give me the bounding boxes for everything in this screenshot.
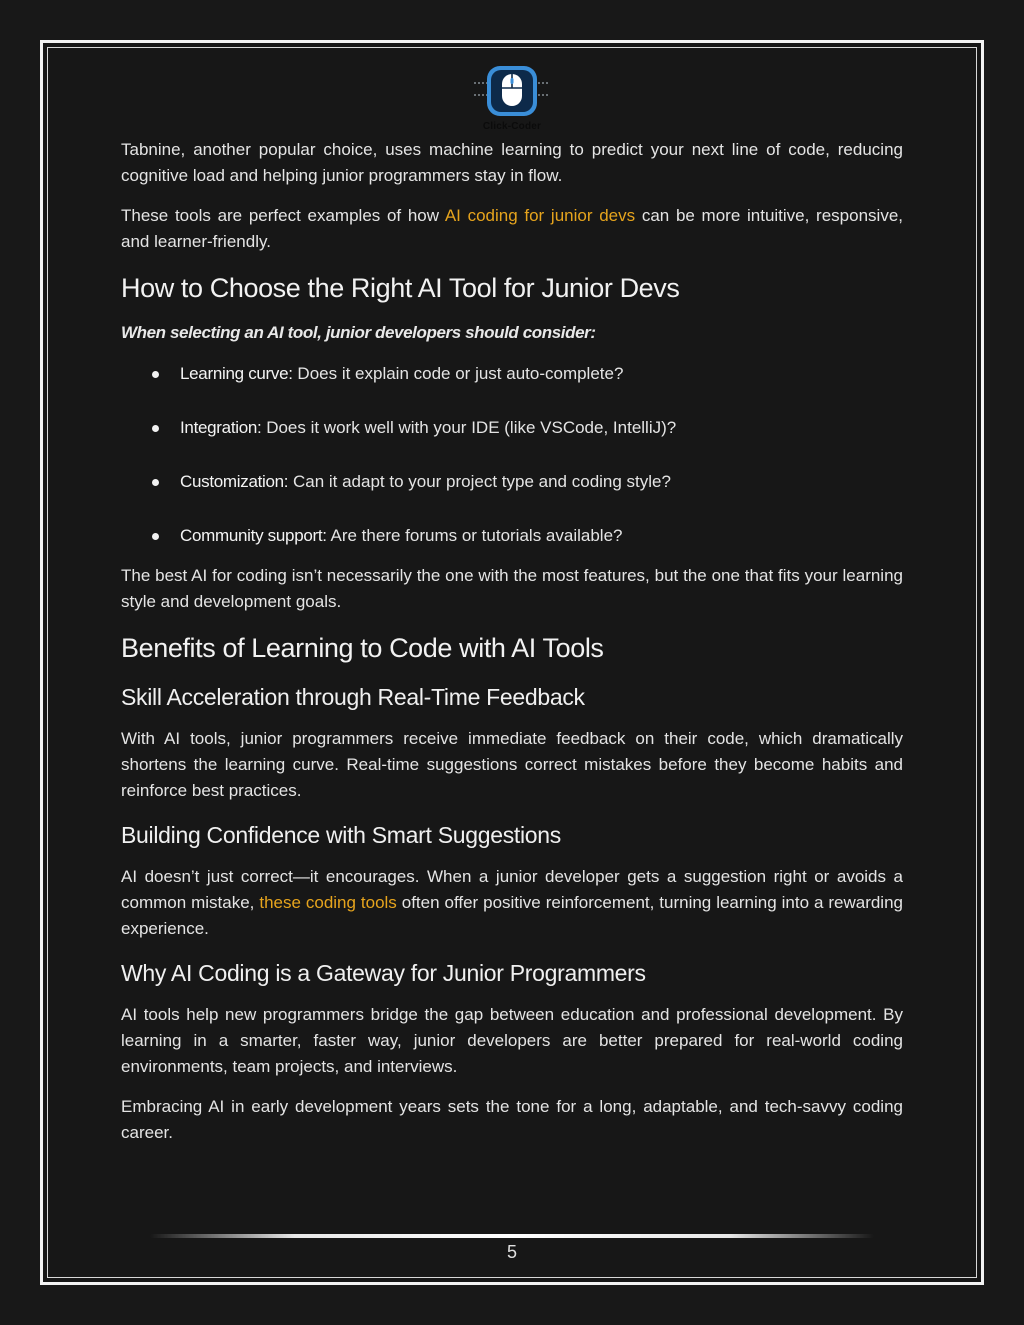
choose-lead: When selecting an AI tool, junior developers should consider: [121,323,596,342]
document-content [121,137,903,1146]
criteria-term: Learning curve: [180,364,293,383]
gateway-paragraph-2: Embracing AI in early development years sets the tone for a long, adaptable, and tech-savvy coding career. [121,1097,903,1142]
bullet-icon [152,533,159,540]
criteria-text: Does it work well with your IDE (like VSCode, IntelliJ)? [261,418,677,437]
criteria-text: Can it adapt to your project type and coding style? [288,472,671,491]
choose-closing-paragraph: The best AI for coding isn’t necessarily the one with the most features, but the one that fits your learning style and development goals. [121,566,903,611]
gateway-paragraph-1: AI tools help new programmers bridge the gap between education and professional development. By learning in a smarter, faster way, junior developers are better prepared for real-world coding environments, team projects, and interviews. [121,1005,903,1076]
coding-tools-link[interactable]: these coding tools [259,893,397,912]
skill-acceleration-paragraph: With AI tools, junior programmers receive immediate feedback on their code, which dramatically shortens the learning curve. Real-time suggestions correct mistakes before they become habits and reinforce best practices. [121,729,903,800]
intro-paragraph-2 [121,203,903,255]
building-confidence-paragraph [121,864,903,942]
footer-divider [150,1234,874,1238]
criteria-text: Does it explain code or just auto-complete? [292,364,624,383]
bullet-icon [152,479,159,486]
logo-text: Click-Coder [482,121,542,132]
criteria-item-customization [121,469,903,523]
ai-coding-link[interactable]: AI coding for junior devs [444,206,636,225]
skill-acceleration-heading: Skill Acceleration through Real-Time Feedback [121,684,585,710]
bullet-icon [152,425,159,432]
intro-paragraph-2-start: These tools are perfect examples of how [121,206,445,225]
building-confidence-heading: Building Confidence with Smart Suggestions [121,822,561,848]
building-confidence-start: AI doesn’t just correct—it encourages. When a junior developer gets a suggestion right or avoids a common mistake, [121,867,903,912]
page-number: 5 [506,1242,517,1262]
criteria-item-learning-curve [121,361,903,415]
intro-paragraph-1: Tabnine, another popular choice, uses machine learning to predict your next line of code, reducing cognitive load and helping junior programmers stay in flow. [121,140,903,185]
criteria-term: Integration: [180,418,262,437]
building-confidence-end: often offer positive reinforcement, turning learning into a rewarding experience. [121,893,903,938]
criteria-item-integration [121,415,903,469]
choose-heading: How to Choose the Right AI Tool for Junior Devs [121,273,680,303]
criteria-text: Are there forums or tutorials available? [326,526,623,545]
criteria-term: Community support: [180,526,327,545]
bullet-icon [152,371,159,378]
criteria-item-community-support [121,523,903,563]
gateway-heading: Why AI Coding is a Gateway for Junior Programmers [121,960,646,986]
intro-paragraph-2-end: can be more intuitive, responsive, and learner-friendly. [121,206,903,251]
benefits-heading: Benefits of Learning to Code with AI Tools [121,633,604,663]
criteria-list [121,361,903,563]
criteria-term: Customization: [180,472,289,491]
